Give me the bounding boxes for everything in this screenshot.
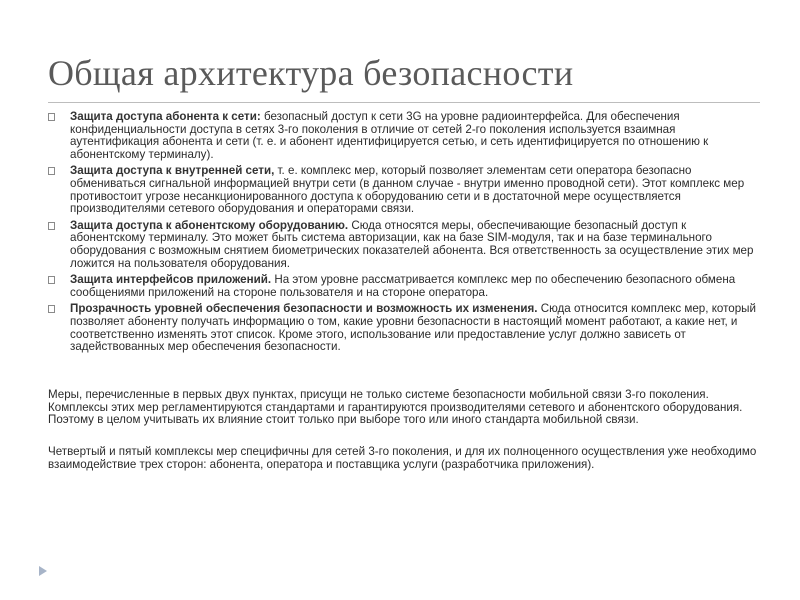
bullet-list bbox=[48, 111, 760, 358]
next-slide-arrow-icon[interactable] bbox=[39, 566, 47, 576]
square-bullet-icon bbox=[48, 222, 55, 230]
paragraph-fourth-fifth-measures: Четвертый и пятый комплексы мер специфичны для сетей 3-го поколения, и для их полноценного осуществления уже необходимо взаимодействие трех сторон: абонента, оператора и поставщика услуги (разработчика приложения). bbox=[48, 445, 757, 471]
bullet-text: т. е. комплекс мер, который позволяет элементам сети оператора безопасно обмениваться сигнальной информацией внутри сети (в данном случае - внутри именно проводной сети). Этот комплекс мер противостоит угрозе несанкционированного доступа к оборудованию сети и в достаточной мере осуществляется производителями сетевого оборудования и операторами связи. bbox=[70, 164, 745, 216]
square-bullet-icon bbox=[48, 113, 55, 121]
bullet-heading: Защита интерфейсов приложений. bbox=[70, 273, 272, 287]
bullet-heading: Защита доступа к абонентскому оборудованию. bbox=[70, 218, 349, 232]
bullet-text: Сюда относится комплекс мер, который позволяет абоненту получать информацию о том, какие уровни безопасности в настоящий момент работают, а какие нет, и соответственно изменять этот список. Кроме этого, использование или предоставление услуг должно зависеть от задействованных мер обеспечения безопасности. bbox=[70, 302, 756, 354]
slide-title: Общая архитектура безопасности bbox=[48, 53, 574, 93]
bullet-item-internal-network bbox=[48, 165, 760, 215]
paragraph-first-two-measures: Меры, перечисленные в первых двух пунктах, присущи не только системе безопасности мобильной связи 3-го поколения. Комплексы этих мер регламентируются стандартами и гарантируются производителями сетевого и абонентского оборудования. Поэтому в целом учитывать их влияние стоит только при выборе того или иного стандарта мобильной связи. bbox=[48, 388, 743, 427]
title-divider bbox=[48, 102, 760, 103]
square-bullet-icon bbox=[48, 276, 55, 284]
bullet-text: Сюда относятся меры, обеспечивающие безопасный доступ к абонентскому терминалу. Это может быть система авторизации, как на базе SIM-модуля, так и на базе терминального оборудования с возможным снятием биометрических показателей абонента. Вся ответственность за осуществление этих мер ложится на пользователя оборудования. bbox=[70, 218, 754, 270]
square-bullet-icon bbox=[48, 305, 55, 313]
bullet-text: безопасный доступ к сети 3G на уровне радиоинтерфейса. Для обеспечения конфиденциальности доступа в сетях 3-го поколения в отличие от сетей 2-го поколения используется взаимная аутентификация абонента и сети (т. е. и абонент идентифицируется сетью, и сеть идентифицируется по отношению к абонентскому терминалу). bbox=[70, 110, 709, 161]
square-bullet-icon bbox=[48, 167, 55, 175]
bullet-item-subscriber-access bbox=[48, 111, 760, 161]
bullet-text: На этом уровне рассматривается комплекс мер по обеспечению безопасного обмена сообщениями приложений на стороне пользователя и на стороне оператора. bbox=[70, 273, 736, 299]
bullet-item-application-interfaces bbox=[48, 274, 760, 299]
bullet-heading: Защита доступа абонента к сети: bbox=[70, 110, 261, 123]
bullet-heading: Защита доступа к внутренней сети, bbox=[70, 164, 275, 178]
bullet-item-transparency bbox=[48, 303, 760, 353]
bullet-heading: Прозрачность уровней обеспечения безопасности и возможность их изменения. bbox=[70, 302, 538, 316]
bullet-item-subscriber-equipment bbox=[48, 220, 760, 270]
